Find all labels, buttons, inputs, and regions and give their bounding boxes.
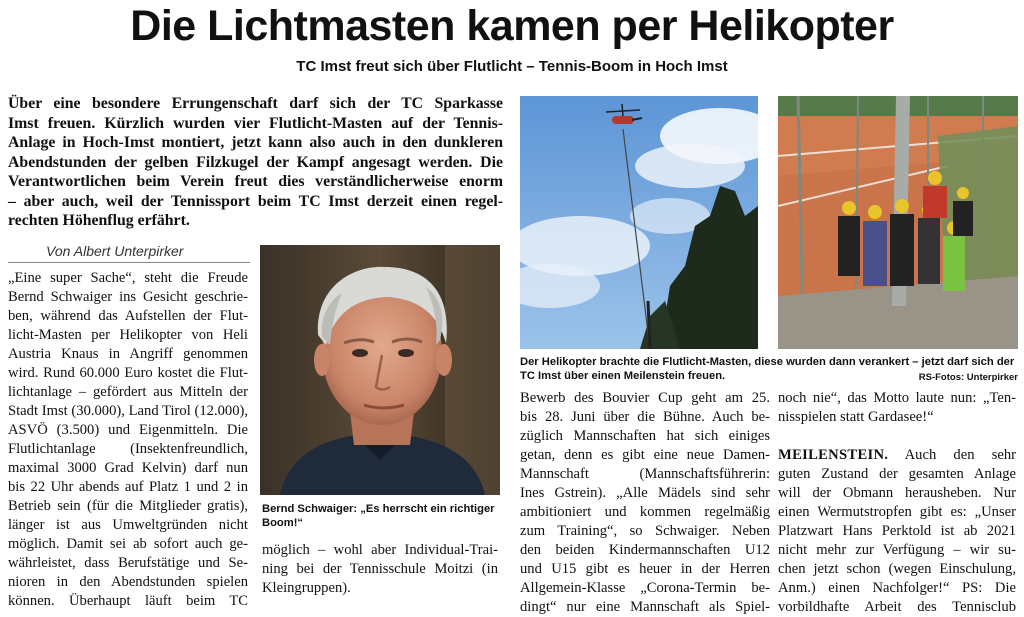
headline: Die Lichtmasten kamen per Helikopter [130,2,894,50]
article-column-3 [520,389,770,617]
byline-divider [8,262,250,263]
portrait-image [260,245,500,495]
text-line: nicht mehr zur Verfügung – wir su- [778,542,1016,558]
article-column-1 [8,269,248,611]
portrait-photo [260,245,500,495]
helicopter-image [520,96,758,349]
byline: Von Albert Unterpirker [46,243,184,259]
text-line: „Eine super Sache“, steht die Freude [8,270,248,286]
text-line: Kleingruppen). [262,580,351,596]
text-line: wird. Rund 60.000 Euro kostet die Flut- [8,365,248,381]
text-line: Bernd Schwaiger ins Gesicht geschrie- [8,289,248,305]
text-line: zum Training“, so Schwaiger. Neben [520,523,770,539]
text-line: getan, denn es gibt eine neue Damen- [520,447,770,463]
text-line [778,446,1016,465]
text-line: können. Überhaupt läuft beim TC [8,593,248,609]
text-line: ben, während das Aufstellen der Flut- [8,308,248,324]
article-column-4 [778,389,1016,617]
text-line: vorbildhafte Arbeit des Tennisclub [778,599,1016,615]
section-keyword: MEILENSTEIN. [778,447,889,463]
lead-line: – aber auch, weil der Tennissport beim TC Imst derzeit einen regel- [8,192,503,210]
text-line: Allgemein-Klasse „Corona-Termin be- [520,580,770,596]
text-line: noch nie“, das Motto laute nun: „Ten- [778,390,1016,406]
text-line: und U15 gibt es heuer in der Herren [520,561,770,577]
subheadline: TC Imst freut sich über Flutlicht – Tennis-Boom in Hoch Imst [296,58,728,75]
text-line: dingt“ nur eine Mannschaft als Spiel- [520,599,770,615]
text-line: licht-Masten per Helikopter von Heli [8,327,248,343]
article-column-2 [262,541,498,598]
text-line: will der Obmann herausheben. Nur [778,485,1016,501]
text-line: einen Wermutstropfen gibt es: „Unser [778,504,1016,520]
lead-line: Über eine besondere Errungenschaft darf sich der TC Sparkasse [8,95,503,112]
photo-credit: RS-Fotos: Unterpirker [918,372,1018,383]
text-fragment: Auch den sehr [904,447,1017,463]
text-line: ASVÖ (3.500) und Eigenmitteln. Die [8,422,248,438]
text-line: Betrieb sein (für die Mitglieder gratis), [8,498,248,514]
text-line: Anm.) einen Nachfolger!“ PS: Die [778,580,1016,596]
text-line: Flutlichtanlage (Insektenfreundlich, [8,441,248,457]
lead-line: Abendstunden der gelben Filzkugel der Kampf angesagt werden. Die [8,153,503,171]
lead-line: rechten Höhenflug erfährt. [8,212,190,229]
lead-line: Anlage in Hoch-Imst montiert, jetzt kann also auch in den dunkleren [8,134,503,151]
text-line: länger ist aus Umweltgründen nicht [8,517,248,533]
portrait-caption: Bernd Schwaiger: „Es herrscht ein richtiger Boom!“ [262,503,495,529]
text-line: den beiden Kindermannschaften U12 [520,542,770,558]
text-line: Mannschaft (Mannschaftsführerin: [520,466,770,482]
text-line: Bewerb des Bouvier Cup geht am 25. [520,390,770,406]
text-line: nisspielen statt Gardasee!“ [778,409,934,425]
text-line: bis 28. Juni über die Bühne. Auch be- [520,409,770,425]
text-line: währleistet, dass Berufstätige und Se- [8,555,248,571]
text-line: maximal 3000 Grad Kelvin) darf nun [8,460,248,476]
photo-caption: Der Helikopter brachte die Flutlicht-Masten, diese wurden dann verankert – jetzt darf sich der TC Imst über einen Meilenstein freuen. [520,356,1015,382]
text-line: möglich – wohl aber Individual-Trai- [262,542,498,558]
lead-paragraph [8,94,503,231]
text-line: ning bei der Tennisschule Moitzi (in [262,561,498,577]
tennis-court-photo [778,96,1018,349]
text-line: lichtanlage – gefördert aus Mitteln der [8,384,248,400]
text-line: Platzwart Hans Perktold ist ab 2021 [778,523,1016,539]
lead-line: Verantwortlichen beim Verein freut dies verständlicherweise enorm [8,173,503,190]
tennis-court-image [778,96,1018,349]
text-line: Austria Knaus in Angriff genommen [8,346,248,362]
text-line: möglich. Damit sei ab sofort auch ge- [8,536,248,552]
paragraph-gap [778,427,1016,446]
text-line: chen jetzt schon (wegen Einschulung, [778,561,1016,577]
text-line: züglich Mannschaften hat sich einiges [520,428,770,444]
helicopter-photo [520,96,758,349]
text-line: guten Zustand der gesamten Anlage [778,466,1016,482]
text-line: Stadt Imst (30.000), Land Tirol (12.000), [8,403,248,419]
text-line: ambitioniert und kommen regelmäßig [520,504,770,520]
text-line: bis 22 Uhr abends auf Platz 1 und 2 in [8,479,248,495]
text-line: nioren in den Abendstunden spielen [8,574,248,590]
text-line: Ines Gstrein). „Alle Mädels sind sehr [520,485,770,501]
lead-line: Imst freuen. Kürzlich wurden vier Flutlicht-Masten auf der Tennis- [8,114,503,132]
